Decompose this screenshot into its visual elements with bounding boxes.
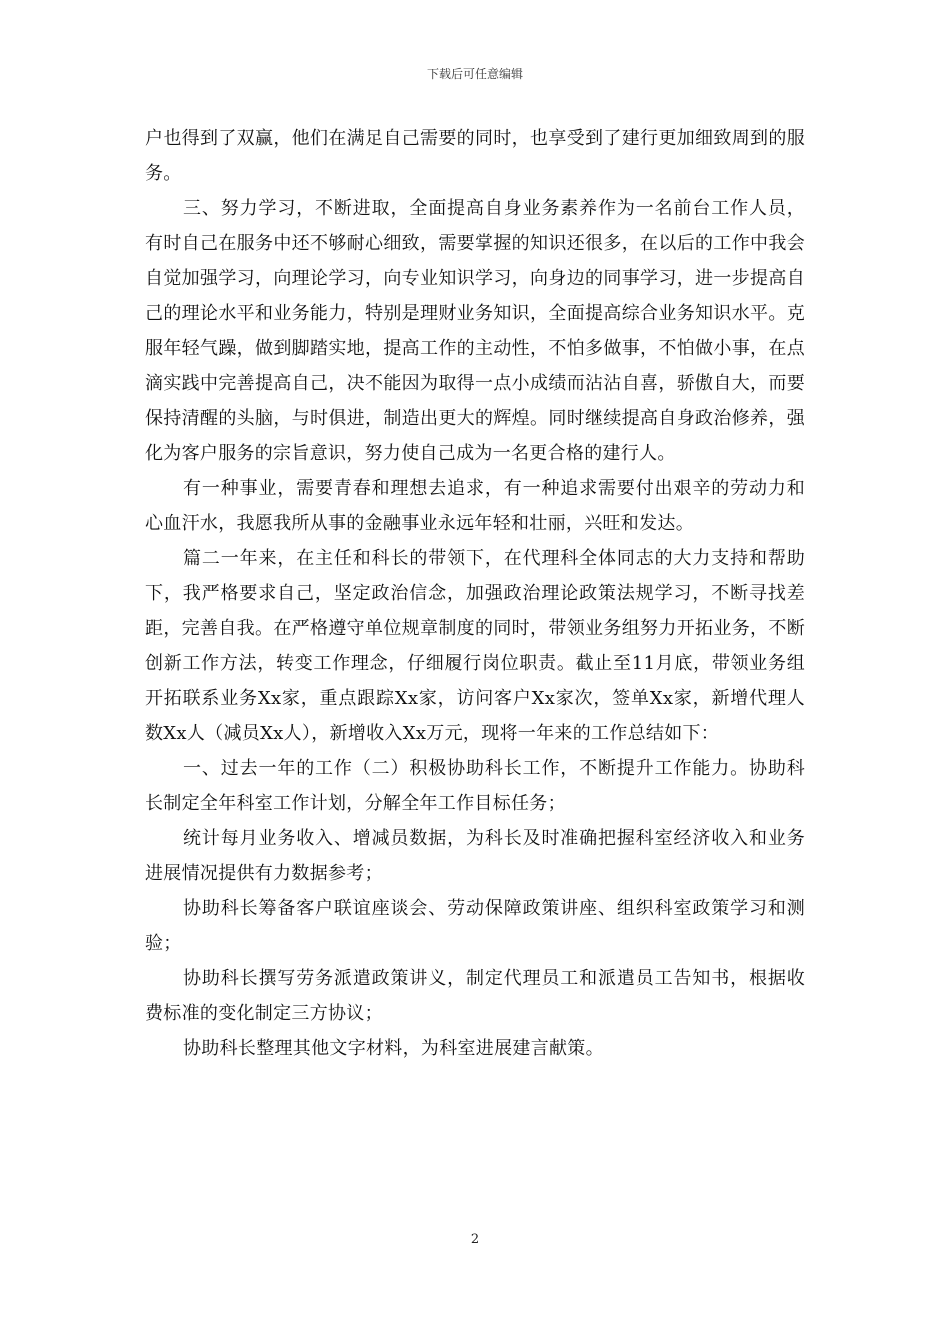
paragraph-2: 三、努力学习，不断进取，全面提高自身业务素养作为一名前台工作人员，有时自己在服务中还不够耐心细致，需要掌握的知识还很多，在以后的工作中我会自觉加强学习，向理论学习，向专业知识学习，向身边的同事学习，进一步提高自己的理论水平和业务能力，特别是理财业务知识，全面提高综合业务知识水平。克服年轻气躁，做到脚踏实地，提高工作的主动性，不怕多做事，不怕做小事，在点滴实践中完善提高自己，决不能因为取得一点小成绩而沾沾自喜，骄傲自大，而要保持清醒的头脑，与时俱进，制造出更大的辉煌。同时继续提高自身政治修养，强化为客户服务的宗旨意识，努力使自己成为一名更合格的建行人。 xyxy=(145,198,805,464)
paragraph-1: 户也得到了双赢，他们在满足自己需要的同时，也享受到了建行更加细致周到的服务。 xyxy=(145,128,805,184)
paragraph-3: 有一种事业，需要青春和理想去追求，有一种追求需要付出艰辛的劳动力和心血汗水，我愿我所从事的金融事业永远年轻和壮丽，兴旺和发达。 xyxy=(145,478,805,534)
paragraph-8: 协助科长撰写劳务派遣政策讲义，制定代理员工和派遣员工告知书，根据收费标准的变化制定三方协议； xyxy=(145,968,805,1024)
paragraph-9: 协助科长整理其他文字材料，为科室进展建言献策。 xyxy=(183,1038,604,1059)
document-body xyxy=(145,121,805,1066)
page-header: 下载后可任意编辑 xyxy=(426,67,523,81)
paragraph-5: 一、过去一年的工作（二）积极协助科长工作，不断提升工作能力。协助科长制定全年科室工作计划，分解全年工作目标任务； xyxy=(145,758,805,814)
page-number: 2 xyxy=(470,1232,480,1247)
paragraph-7: 协助科长筹备客户联谊座谈会、劳动保障政策讲座、组织科室政策学习和测验； xyxy=(145,898,805,954)
paragraph-6: 统计每月业务收入、增减员数据，为科长及时准确把握科室经济收入和业务进展情况提供有力数据参考； xyxy=(145,828,805,884)
paragraph-4: 篇二一年来，在主任和科长的带领下，在代理科全体同志的大力支持和帮助下，我严格要求自己，坚定政治信念，加强政治理论政策法规学习，不断寻找差距，完善自我。在严格遵守单位规章制度的同时，带领业务组努力开拓业务，不断创新工作方法，转变工作理念，仔细履行岗位职责。截止至11月底，带领业务组开拓联系业务Xx家，重点跟踪Xx家，访问客户Xx家次，签单Xx家，新增代理人数Xx人（减员Xx人），新增收入Xx万元，现将一年来的工作总结如下： xyxy=(145,548,805,744)
